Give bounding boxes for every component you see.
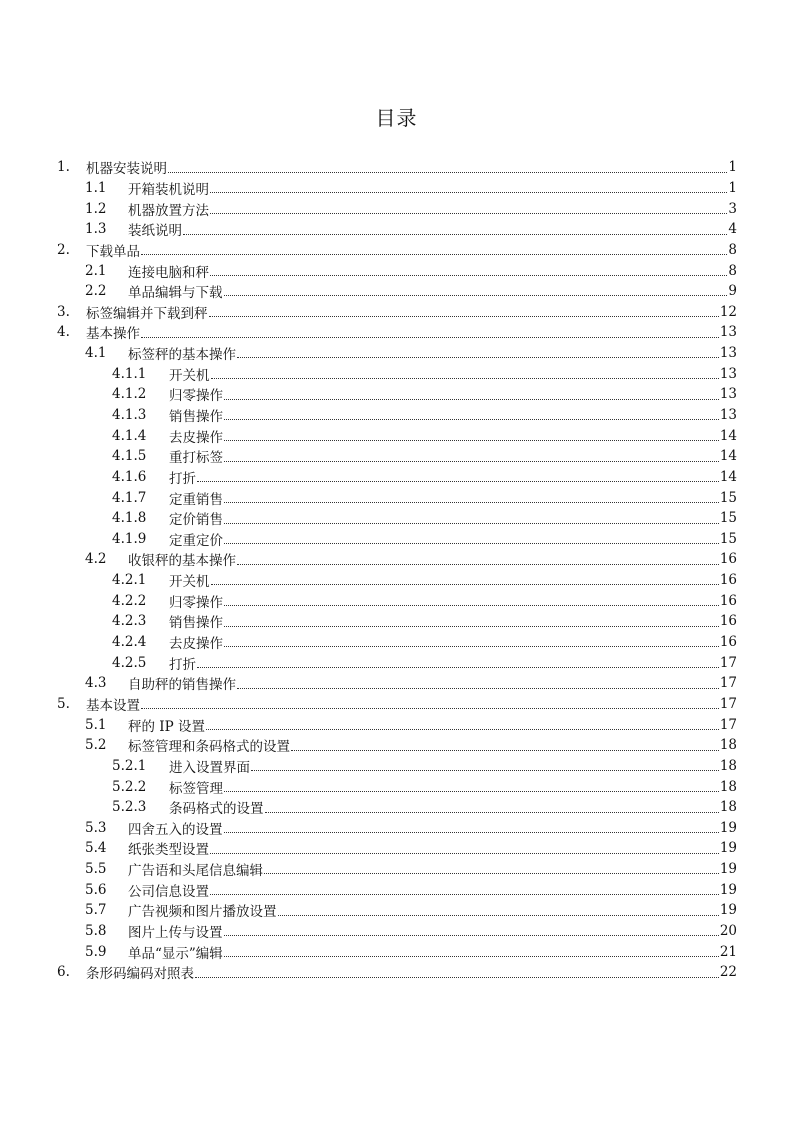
toc-entry-number: 5.7 bbox=[85, 902, 107, 919]
toc-entry[interactable] bbox=[57, 673, 737, 694]
toc-dot-leader bbox=[237, 563, 719, 565]
toc-dot-leader bbox=[141, 336, 719, 338]
toc-entry-page: 17 bbox=[719, 716, 737, 733]
toc-dot-leader bbox=[224, 418, 719, 420]
toc-entry-number: 4.2.2 bbox=[112, 592, 147, 609]
toc-dot-leader bbox=[237, 687, 719, 689]
toc-entry-page: 13 bbox=[719, 345, 737, 362]
toc-entry-number: 6. bbox=[57, 964, 70, 981]
toc-dot-leader bbox=[237, 356, 719, 358]
toc-entry-title: 开关机 bbox=[169, 367, 210, 384]
toc-entry[interactable] bbox=[57, 879, 737, 900]
toc-entry[interactable] bbox=[57, 281, 737, 302]
toc-entry-title: 销售操作 bbox=[169, 615, 223, 632]
toc-entry[interactable] bbox=[57, 446, 737, 467]
toc-entry-title: 收银秤的基本操作 bbox=[128, 553, 236, 570]
toc-entry-title: 基本操作 bbox=[86, 326, 140, 343]
toc-entry-number: 4.1.2 bbox=[112, 386, 147, 403]
toc-entry[interactable] bbox=[57, 570, 737, 591]
toc-entry-number: 5.9 bbox=[85, 943, 107, 960]
toc-entry-number: 4.1.4 bbox=[112, 427, 147, 444]
toc-entry[interactable] bbox=[57, 260, 737, 281]
toc-dot-leader bbox=[197, 666, 719, 668]
toc-entry-title: 定重定价 bbox=[169, 532, 223, 549]
toc-dot-leader bbox=[211, 583, 719, 585]
toc-entry-number: 2.2 bbox=[85, 283, 107, 300]
toc-entry-title: 定价销售 bbox=[169, 512, 223, 529]
toc-entry[interactable] bbox=[57, 508, 737, 529]
toc-entry-title: 打折 bbox=[169, 470, 196, 487]
toc-entry[interactable] bbox=[57, 322, 737, 343]
toc-entry-title: 秤的 IP 设置 bbox=[128, 718, 205, 735]
toc-entry-title: 广告视频和图片播放设置 bbox=[128, 904, 277, 921]
toc-entry-page: 13 bbox=[719, 365, 737, 382]
toc-dot-leader bbox=[197, 480, 719, 482]
toc-entry[interactable] bbox=[57, 838, 737, 859]
toc-entry[interactable] bbox=[57, 487, 737, 508]
toc-entry-title: 单品“显示”编辑 bbox=[128, 945, 223, 962]
toc-entry-title: 标签管理 bbox=[169, 780, 223, 797]
toc-dot-leader bbox=[224, 542, 719, 544]
toc-entry-page: 8 bbox=[728, 262, 737, 279]
toc-entry-title: 打折 bbox=[169, 656, 196, 673]
toc-dot-leader bbox=[210, 191, 727, 193]
toc-entry-number: 5.1 bbox=[85, 716, 107, 733]
toc-entry[interactable] bbox=[57, 343, 737, 364]
toc-dot-leader bbox=[224, 955, 719, 957]
toc-entry-page: 15 bbox=[719, 489, 737, 506]
toc-entry-page: 20 bbox=[719, 923, 737, 940]
toc-entry-title: 定重销售 bbox=[169, 491, 223, 508]
toc-entry-title: 机器放置方法 bbox=[128, 202, 209, 219]
toc-entry-number: 4.1.6 bbox=[112, 468, 147, 485]
toc-entry-title: 机器安装说明 bbox=[86, 161, 167, 178]
toc-entry-number: 5.2.2 bbox=[112, 778, 147, 795]
toc-entry[interactable] bbox=[57, 756, 737, 777]
toc-entry-page: 14 bbox=[719, 448, 737, 465]
toc-entry[interactable] bbox=[57, 694, 737, 715]
toc-dot-leader bbox=[141, 253, 727, 255]
toc-entry-page: 1 bbox=[728, 179, 737, 196]
toc-entry-number: 4.3 bbox=[85, 675, 107, 692]
toc-entry-page: 13 bbox=[719, 407, 737, 423]
toc-entry[interactable] bbox=[57, 240, 737, 261]
toc-entry-page: 18 bbox=[719, 757, 737, 774]
toc-entry-page: 19 bbox=[719, 840, 737, 857]
toc-entry-page: 8 bbox=[728, 241, 737, 258]
toc-entry-number: 5.3 bbox=[85, 819, 107, 836]
toc-entry-title: 开箱装机说明 bbox=[128, 181, 209, 198]
toc-dot-leader bbox=[224, 522, 719, 524]
toc-entry[interactable] bbox=[57, 941, 737, 962]
toc-entry-page: 12 bbox=[719, 303, 737, 320]
toc-entry-number: 5.2 bbox=[85, 737, 107, 754]
toc-entry-title: 进入设置界面 bbox=[169, 759, 250, 776]
toc-entry-title: 条码格式的设置 bbox=[169, 801, 264, 818]
toc-entry[interactable] bbox=[57, 198, 737, 219]
toc-entry-number: 4.1.8 bbox=[112, 510, 147, 527]
toc-entry[interactable] bbox=[57, 859, 737, 880]
toc-entry-number: 5.4 bbox=[85, 840, 107, 857]
toc-dot-leader bbox=[210, 212, 727, 214]
toc-entry-page: 18 bbox=[719, 799, 737, 816]
toc-entry-page: 15 bbox=[719, 530, 737, 547]
toc-entry-title: 归零操作 bbox=[169, 388, 223, 405]
toc-dot-leader bbox=[265, 811, 719, 813]
toc-entry-number: 1.1 bbox=[85, 179, 107, 196]
toc-entry[interactable] bbox=[57, 611, 737, 632]
toc-dot-leader bbox=[183, 233, 727, 235]
toc-entry-page: 17 bbox=[719, 675, 737, 692]
toc-entry-title: 条形码编码对照表 bbox=[86, 966, 194, 983]
toc-entry[interactable] bbox=[57, 652, 737, 673]
toc-dot-leader bbox=[251, 769, 719, 771]
toc-entry[interactable] bbox=[57, 363, 737, 384]
toc-entry[interactable] bbox=[57, 425, 737, 446]
toc-entry[interactable] bbox=[57, 157, 737, 178]
toc-entry-title: 基本设置 bbox=[86, 697, 140, 714]
toc-entry-page: 22 bbox=[719, 964, 737, 981]
toc-entry-page: 14 bbox=[719, 427, 737, 444]
toc-entry[interactable] bbox=[57, 301, 737, 322]
toc-entry-page: 17 bbox=[719, 695, 737, 712]
toc-entry-page: 21 bbox=[719, 943, 737, 960]
toc-entry[interactable] bbox=[57, 219, 737, 240]
toc-dot-leader bbox=[264, 872, 719, 874]
toc-dot-leader bbox=[224, 294, 728, 296]
toc-entry-page: 18 bbox=[719, 778, 737, 795]
toc-entry-number: 5. bbox=[57, 695, 70, 712]
toc-dot-leader bbox=[278, 914, 719, 916]
toc-entry-page: 4 bbox=[728, 221, 737, 238]
toc-dot-leader bbox=[291, 749, 719, 751]
toc-entry-page: 9 bbox=[728, 283, 737, 300]
toc-entry-number: 5.8 bbox=[85, 923, 107, 940]
toc-entry-page: 13 bbox=[719, 324, 737, 341]
toc-entry[interactable] bbox=[57, 549, 737, 570]
toc-entry-page: 16 bbox=[719, 572, 737, 589]
toc-dot-leader bbox=[224, 625, 719, 627]
toc-entry-page: 19 bbox=[719, 861, 737, 878]
toc-entry-number: 4.2.1 bbox=[112, 572, 147, 589]
toc-entry[interactable] bbox=[57, 900, 737, 921]
toc-dot-leader bbox=[224, 501, 719, 503]
toc-entry-number: 4.1.9 bbox=[112, 530, 147, 547]
toc-entry[interactable] bbox=[57, 735, 737, 756]
toc-entry-number: 1.2 bbox=[85, 200, 107, 217]
page-title: 目录 bbox=[375, 106, 418, 130]
toc-entry-number: 5.6 bbox=[85, 881, 107, 898]
toc-entry-number: 4.1.7 bbox=[112, 489, 147, 506]
toc-dot-leader bbox=[210, 852, 719, 854]
toc-entry-number: 2.1 bbox=[85, 262, 107, 279]
toc-entry-title: 标签管理和条码格式的设置 bbox=[128, 739, 290, 756]
toc-entry[interactable] bbox=[57, 467, 737, 488]
toc-dot-leader bbox=[210, 893, 719, 895]
toc-entry-page: 18 bbox=[719, 737, 737, 754]
toc-entry-page: 16 bbox=[719, 551, 737, 568]
toc-entry[interactable] bbox=[57, 776, 737, 797]
toc-entry-title: 下载单品 bbox=[86, 243, 140, 260]
toc-entry-page: 1 bbox=[728, 159, 737, 176]
toc-dot-leader bbox=[168, 171, 727, 173]
toc-dot-leader bbox=[224, 831, 719, 833]
toc-entry-title: 开关机 bbox=[169, 574, 210, 591]
toc-dot-leader bbox=[195, 976, 719, 978]
toc-entry-number: 5.2.1 bbox=[112, 757, 147, 774]
toc-entry-number: 3. bbox=[57, 303, 70, 320]
toc-entry-title: 归零操作 bbox=[169, 594, 223, 611]
toc-entry-page: 16 bbox=[719, 634, 737, 651]
toc-entry-title: 标签秤的基本操作 bbox=[128, 347, 236, 364]
toc-entry-title: 去皮操作 bbox=[169, 636, 223, 653]
toc-entry-page: 19 bbox=[719, 902, 737, 919]
toc-entry-title: 纸张类型设置 bbox=[128, 842, 209, 859]
toc-entry-number: 5.2.3 bbox=[112, 799, 147, 816]
toc-entry-title: 广告语和头尾信息编辑 bbox=[128, 863, 263, 880]
toc-dot-leader bbox=[209, 315, 719, 317]
toc-entry-page: 16 bbox=[719, 592, 737, 609]
toc-entry-number: 1.3 bbox=[85, 221, 107, 238]
toc-entry[interactable] bbox=[57, 632, 737, 653]
toc-entry-page: 3 bbox=[728, 200, 737, 217]
toc-dot-leader bbox=[224, 645, 719, 647]
toc-dot-leader bbox=[206, 728, 719, 730]
toc-entry-title: 重打标签 bbox=[169, 450, 223, 467]
toc-entry-number: 4.1.3 bbox=[112, 407, 147, 423]
toc-dot-leader bbox=[224, 460, 719, 462]
toc-entry-number: 4.2.3 bbox=[112, 613, 147, 630]
toc-entry-title: 去皮操作 bbox=[169, 429, 223, 446]
toc-entry[interactable] bbox=[57, 962, 737, 983]
toc-entry-page: 14 bbox=[719, 468, 737, 485]
toc-entry[interactable] bbox=[57, 921, 737, 942]
toc-entry-page: 17 bbox=[719, 654, 737, 671]
toc-entry-number: 4. bbox=[57, 324, 70, 341]
toc-entry[interactable] bbox=[57, 797, 737, 818]
toc-dot-leader bbox=[224, 790, 719, 792]
toc-entry[interactable] bbox=[57, 818, 737, 839]
toc-entry[interactable] bbox=[57, 714, 737, 735]
toc-entry-number: 4.2 bbox=[85, 551, 107, 568]
toc-dot-leader bbox=[224, 934, 719, 936]
toc-entry[interactable] bbox=[57, 590, 737, 611]
toc-dot-leader bbox=[224, 398, 719, 400]
toc-entry[interactable] bbox=[57, 178, 737, 199]
toc-entry[interactable] bbox=[57, 529, 737, 550]
table-of-contents bbox=[57, 157, 737, 983]
toc-entry-number: 4.1.1 bbox=[112, 365, 147, 382]
toc-entry-number: 4.1 bbox=[85, 345, 107, 362]
toc-entry-title: 标签编辑并下载到秤 bbox=[86, 305, 208, 322]
toc-dot-leader bbox=[141, 707, 719, 709]
toc-dot-leader bbox=[224, 604, 719, 606]
toc-entry-title: 装纸说明 bbox=[128, 223, 182, 240]
toc-entry-title: 四舍五入的设置 bbox=[128, 821, 223, 838]
toc-entry-title: 单品编辑与下载 bbox=[128, 285, 223, 302]
toc-entry-number: 5.5 bbox=[85, 861, 107, 878]
toc-entry-title: 公司信息设置 bbox=[128, 883, 209, 900]
toc-entry[interactable] bbox=[57, 405, 737, 426]
toc-dot-leader bbox=[211, 377, 719, 379]
toc-entry-title: 连接电脑和秤 bbox=[128, 264, 209, 281]
toc-entry-number: 4.2.5 bbox=[112, 654, 147, 671]
toc-entry-page: 19 bbox=[719, 819, 737, 836]
toc-entry-number: 1. bbox=[57, 159, 70, 176]
toc-entry-number: 2. bbox=[57, 241, 70, 258]
toc-entry-title: 自助秤的销售操作 bbox=[128, 677, 236, 694]
toc-entry-page: 15 bbox=[719, 510, 737, 527]
toc-entry-number: 4.1.5 bbox=[112, 448, 147, 465]
toc-entry-title: 销售操作 bbox=[169, 409, 223, 425]
toc-entry-page: 19 bbox=[719, 881, 737, 898]
toc-dot-leader bbox=[210, 274, 727, 276]
toc-entry-page: 13 bbox=[719, 386, 737, 403]
toc-entry-title: 图片上传与设置 bbox=[128, 925, 223, 942]
toc-entry[interactable] bbox=[57, 384, 737, 405]
toc-entry-page: 16 bbox=[719, 613, 737, 630]
toc-entry-number: 4.2.4 bbox=[112, 634, 147, 651]
toc-dot-leader bbox=[224, 439, 719, 441]
